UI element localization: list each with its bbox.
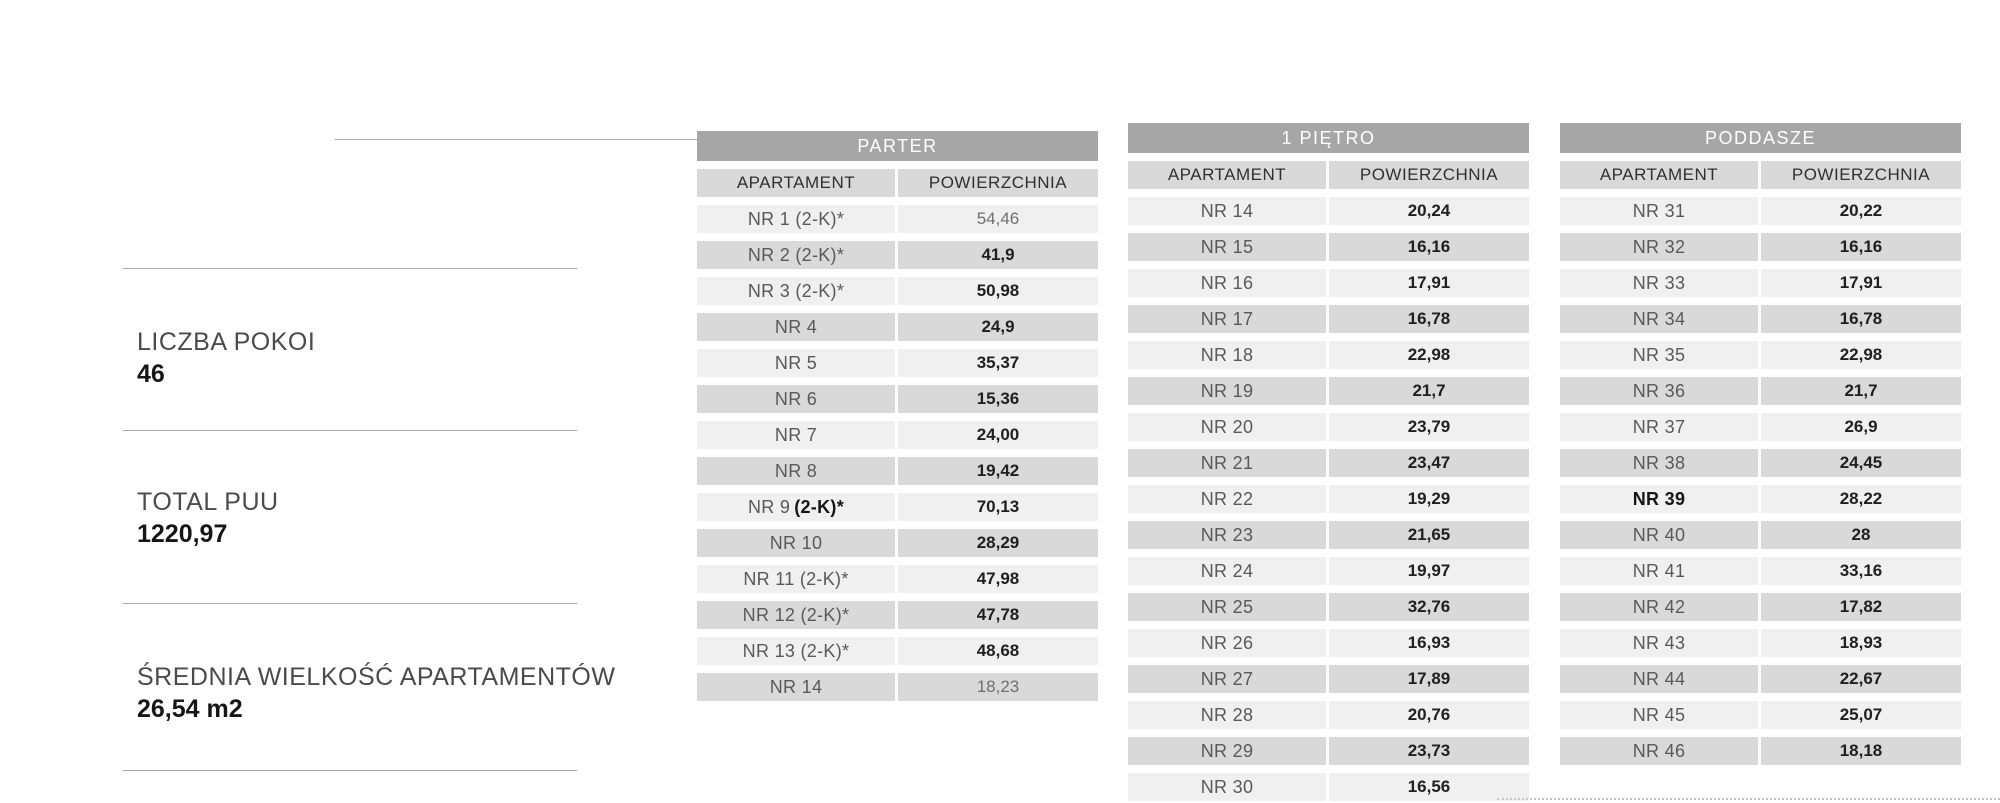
summary-value: 26,54 m2 <box>137 695 243 723</box>
header-cell: POWIERZCHNIA <box>1329 161 1529 189</box>
apartment-cell: NR 4 <box>697 313 895 341</box>
table-row <box>1128 629 1529 657</box>
header-cell: POWIERZCHNIA <box>1761 161 1961 189</box>
summary-value: 46 <box>137 360 165 388</box>
table-row <box>1128 341 1529 369</box>
summary-divider <box>123 770 577 771</box>
area-cell: 16,78 <box>1329 305 1529 333</box>
table-row <box>1128 449 1529 477</box>
apartment-cell: NR 26 <box>1128 629 1326 657</box>
apartment-cell: NR 32 <box>1560 233 1758 261</box>
apartment-cell: NR 44 <box>1560 665 1758 693</box>
apartment-cell: NR 13 (2-K)* <box>697 637 895 665</box>
table-row <box>1560 233 1961 261</box>
table-row <box>1128 593 1529 621</box>
area-cell: 48,68 <box>898 637 1098 665</box>
table-row <box>697 421 1098 449</box>
area-cell: 21,7 <box>1329 377 1529 405</box>
table-row <box>697 565 1098 593</box>
floor-table-parter <box>697 131 1098 701</box>
connector-line <box>335 139 697 140</box>
area-cell: 47,98 <box>898 565 1098 593</box>
area-cell: 16,16 <box>1329 233 1529 261</box>
floor-table-poddasze <box>1560 123 1961 765</box>
apartment-cell: NR 46 <box>1560 737 1758 765</box>
apartment-cell: NR 1 (2-K)* <box>697 205 895 233</box>
apartment-cell: NR 7 <box>697 421 895 449</box>
apartment-cell: NR 36 <box>1560 377 1758 405</box>
area-cell: 24,00 <box>898 421 1098 449</box>
area-cell: 22,98 <box>1329 341 1529 369</box>
table-row <box>697 349 1098 377</box>
header-cell: APARTAMENT <box>1128 161 1326 189</box>
table-row <box>1128 197 1529 225</box>
table-row <box>1128 377 1529 405</box>
area-cell: 18,18 <box>1761 737 1961 765</box>
table-row <box>1560 665 1961 693</box>
apartment-cell: NR 24 <box>1128 557 1326 585</box>
summary-value: 1220,97 <box>137 520 228 548</box>
area-cell: 18,93 <box>1761 629 1961 657</box>
area-cell: 23,79 <box>1329 413 1529 441</box>
table-row <box>1560 485 1961 513</box>
area-cell: 16,56 <box>1329 773 1529 801</box>
area-cell: 28 <box>1761 521 1961 549</box>
area-cell: 32,76 <box>1329 593 1529 621</box>
apartment-cell: NR 21 <box>1128 449 1326 477</box>
apartment-cell: NR 25 <box>1128 593 1326 621</box>
table-row <box>697 277 1098 305</box>
table-row <box>1560 737 1961 765</box>
table-title: PARTER <box>697 131 1098 161</box>
apartment-cell: NR 28 <box>1128 701 1326 729</box>
apartment-cell: NR 12 (2-K)* <box>697 601 895 629</box>
table-row <box>1560 305 1961 333</box>
apartment-cell: NR 9 (2-K)* <box>697 493 895 521</box>
column-header-row <box>1560 161 1961 189</box>
area-cell: 26,9 <box>1761 413 1961 441</box>
table-row <box>1560 377 1961 405</box>
apartment-cell: NR 42 <box>1560 593 1758 621</box>
header-cell: APARTAMENT <box>1560 161 1758 189</box>
area-cell: 16,78 <box>1761 305 1961 333</box>
area-cell: 20,24 <box>1329 197 1529 225</box>
area-cell: 50,98 <box>898 277 1098 305</box>
area-cell: 17,91 <box>1329 269 1529 297</box>
apartment-cell: NR 2 (2-K)* <box>697 241 895 269</box>
table-row <box>1560 701 1961 729</box>
area-cell: 25,07 <box>1761 701 1961 729</box>
apartment-cell: NR 19 <box>1128 377 1326 405</box>
area-cell: 21,65 <box>1329 521 1529 549</box>
apartment-cell: NR 20 <box>1128 413 1326 441</box>
table-title: PODDASZE <box>1560 123 1961 153</box>
area-cell: 15,36 <box>898 385 1098 413</box>
apartment-cell: NR 40 <box>1560 521 1758 549</box>
table-row <box>1560 413 1961 441</box>
area-cell: 22,67 <box>1761 665 1961 693</box>
area-cell: 19,42 <box>898 457 1098 485</box>
table-row <box>1560 521 1961 549</box>
apartment-cell: NR 45 <box>1560 701 1758 729</box>
area-cell: 47,78 <box>898 601 1098 629</box>
table-row <box>1128 305 1529 333</box>
summary-item <box>137 662 615 725</box>
table-row <box>1128 773 1529 801</box>
apartment-cell: NR 43 <box>1560 629 1758 657</box>
apartment-cell: NR 16 <box>1128 269 1326 297</box>
area-cell: 28,22 <box>1761 485 1961 513</box>
apartment-cell: NR 34 <box>1560 305 1758 333</box>
table-row <box>697 385 1098 413</box>
floor-table-1-piętro <box>1128 123 1529 801</box>
apartment-cell: NR 41 <box>1560 557 1758 585</box>
table-row <box>1128 485 1529 513</box>
area-cell: 28,29 <box>898 529 1098 557</box>
apartment-cell: NR 33 <box>1560 269 1758 297</box>
summary-item <box>137 327 315 390</box>
area-cell: 41,9 <box>898 241 1098 269</box>
apartment-cell: NR 23 <box>1128 521 1326 549</box>
table-row <box>1128 557 1529 585</box>
column-header-row <box>1128 161 1529 189</box>
table-title: 1 PIĘTRO <box>1128 123 1529 153</box>
table-row <box>1128 233 1529 261</box>
apartment-cell: NR 3 (2-K)* <box>697 277 895 305</box>
apartment-cell: NR 10 <box>697 529 895 557</box>
table-row <box>697 241 1098 269</box>
summary-divider <box>123 430 577 431</box>
table-row <box>1560 629 1961 657</box>
apartment-cell: NR 38 <box>1560 449 1758 477</box>
table-row <box>697 637 1098 665</box>
area-cell: 22,98 <box>1761 341 1961 369</box>
area-cell: 21,7 <box>1761 377 1961 405</box>
area-cell: 23,73 <box>1329 737 1529 765</box>
table-row <box>1128 737 1529 765</box>
table-row <box>1560 449 1961 477</box>
area-cell: 35,37 <box>898 349 1098 377</box>
area-cell: 70,13 <box>898 493 1098 521</box>
apartment-cell: NR 15 <box>1128 233 1326 261</box>
apartment-cell: NR 5 <box>697 349 895 377</box>
apartment-cell: NR 14 <box>1128 197 1326 225</box>
table-row <box>697 529 1098 557</box>
area-cell: 17,91 <box>1761 269 1961 297</box>
table-row <box>697 457 1098 485</box>
table-row <box>1560 557 1961 585</box>
apartment-cell: NR 11 (2-K)* <box>697 565 895 593</box>
table-row <box>1560 197 1961 225</box>
table-row <box>1128 413 1529 441</box>
table-row <box>697 205 1098 233</box>
apartment-cell: NR 35 <box>1560 341 1758 369</box>
table-row <box>697 313 1098 341</box>
column-header-row <box>697 169 1098 197</box>
area-cell: 24,9 <box>898 313 1098 341</box>
table-row <box>1128 269 1529 297</box>
area-cell: 20,22 <box>1761 197 1961 225</box>
summary-label: TOTAL PUU <box>137 488 279 516</box>
table-row <box>697 601 1098 629</box>
area-cell: 19,29 <box>1329 485 1529 513</box>
bottom-dotted-line <box>1497 798 2000 800</box>
table-row <box>697 673 1098 701</box>
apartment-cell: NR 22 <box>1128 485 1326 513</box>
summary-item <box>137 487 279 550</box>
area-cell: 16,93 <box>1329 629 1529 657</box>
table-row <box>1128 665 1529 693</box>
apartment-cell: NR 8 <box>697 457 895 485</box>
area-cell: 33,16 <box>1761 557 1961 585</box>
header-cell: POWIERZCHNIA <box>898 169 1098 197</box>
apartment-cell: NR 18 <box>1128 341 1326 369</box>
area-cell: 18,23 <box>898 673 1098 701</box>
table-row <box>1560 593 1961 621</box>
apartment-cell: NR 39 <box>1560 485 1758 513</box>
area-cell: 23,47 <box>1329 449 1529 477</box>
apartment-cell: NR 30 <box>1128 773 1326 801</box>
apartment-cell: NR 6 <box>697 385 895 413</box>
summary-divider <box>123 268 577 269</box>
apartment-cell: NR 29 <box>1128 737 1326 765</box>
area-cell: 16,16 <box>1761 233 1961 261</box>
apartment-cell: NR 17 <box>1128 305 1326 333</box>
table-row <box>697 493 1098 521</box>
summary-label: LICZBA POKOI <box>137 328 316 356</box>
apartment-cell: NR 14 <box>697 673 895 701</box>
table-row <box>1128 701 1529 729</box>
header-cell: APARTAMENT <box>697 169 895 197</box>
area-cell: 17,89 <box>1329 665 1529 693</box>
apartment-cell: NR 31 <box>1560 197 1758 225</box>
apartment-cell: NR 37 <box>1560 413 1758 441</box>
area-cell: 24,45 <box>1761 449 1961 477</box>
table-row <box>1560 269 1961 297</box>
apartment-cell: NR 27 <box>1128 665 1326 693</box>
area-cell: 54,46 <box>898 205 1098 233</box>
table-row <box>1560 341 1961 369</box>
table-row <box>1128 521 1529 549</box>
area-cell: 20,76 <box>1329 701 1529 729</box>
area-cell: 19,97 <box>1329 557 1529 585</box>
summary-label: ŚREDNIA WIELKOŚĆ APARTAMENTÓW <box>137 663 616 691</box>
area-cell: 17,82 <box>1761 593 1961 621</box>
summary-divider <box>123 603 577 604</box>
